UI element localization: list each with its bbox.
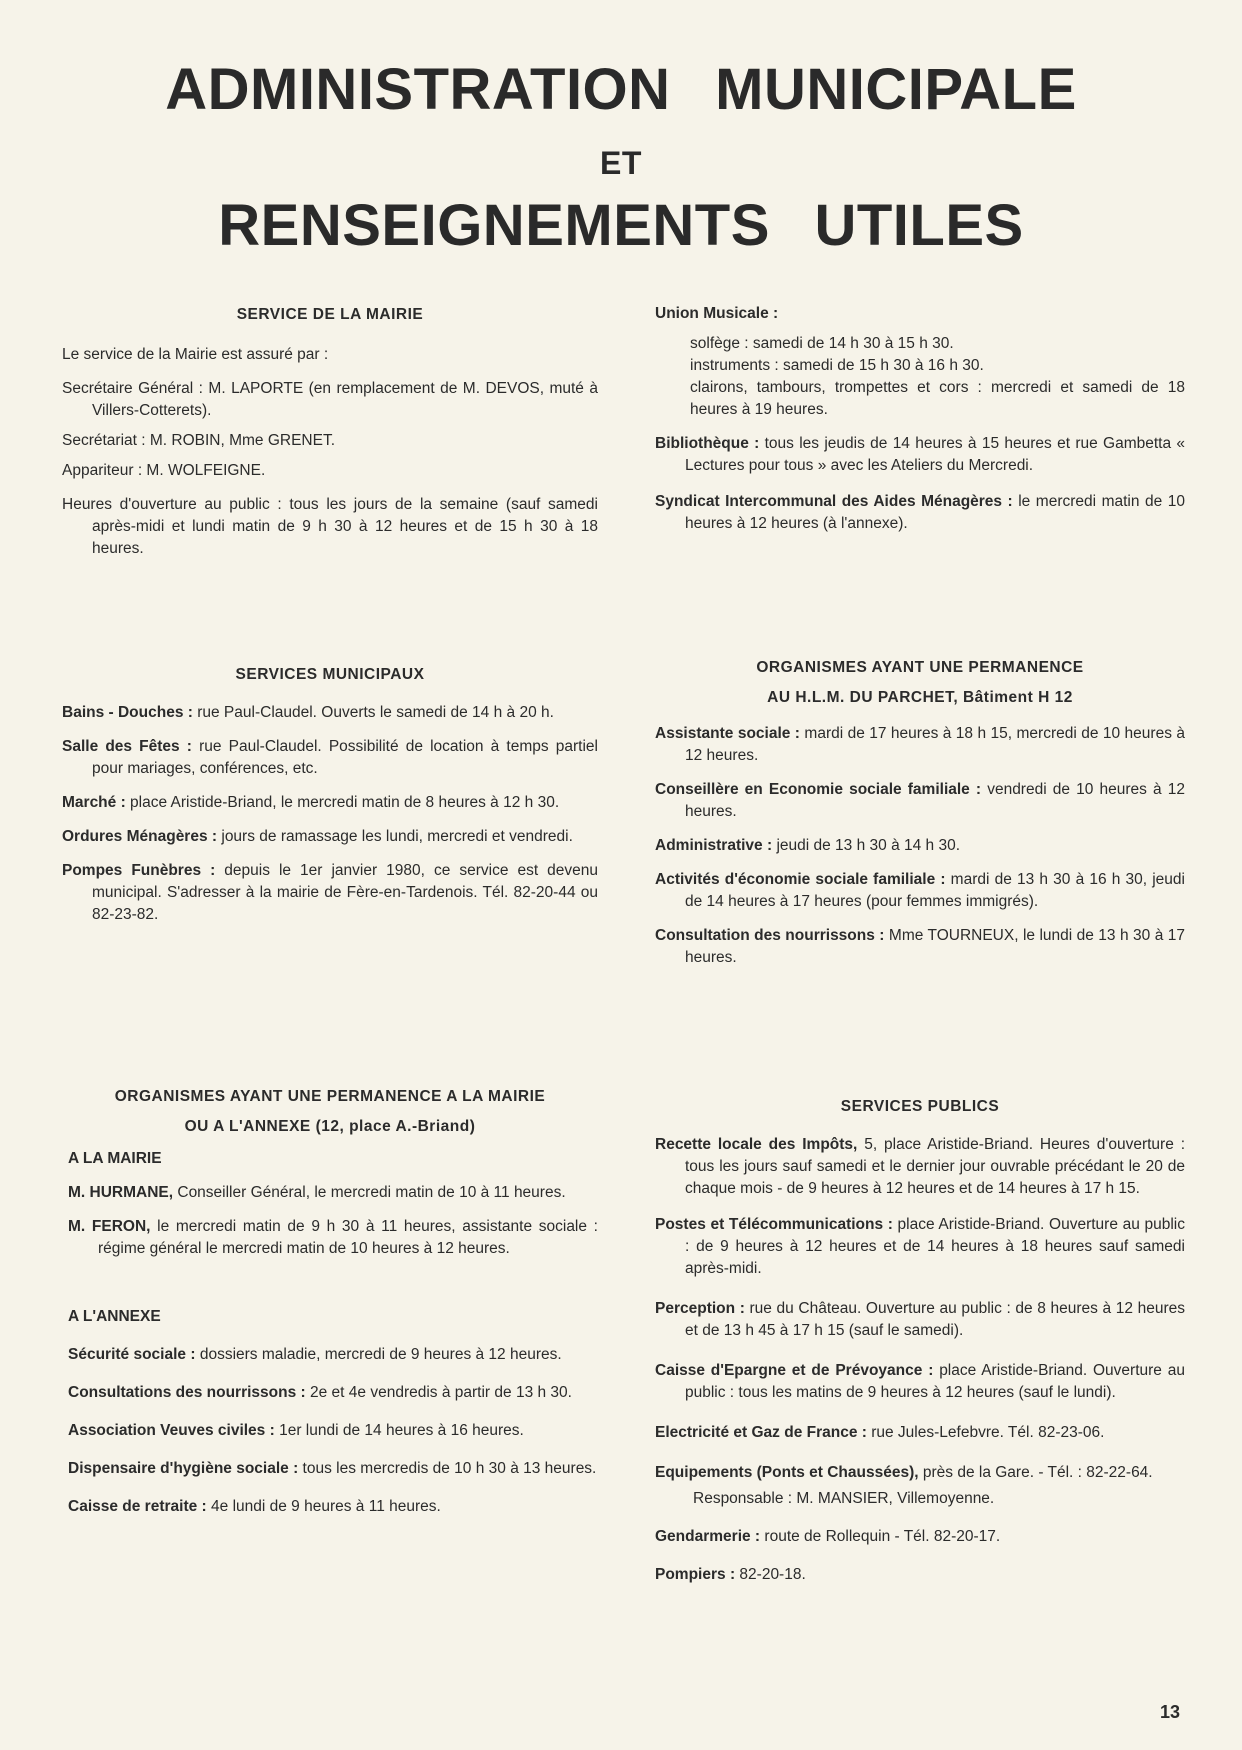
list-item [62,860,598,926]
item-label: Consultation des nourrissons : [655,927,885,944]
item-label: Ordures Ménagères : [62,828,218,845]
item-label: Electricité et Gaz de France : [655,1424,867,1441]
item-text: rue du Château. Ouverture au public : de 8 heures à 12 heures et de 13 h 45 à 17 h 15 (sauf le samedi). [685,1300,1185,1339]
list-item [655,1462,1185,1484]
section-services-publics [655,1096,1185,1586]
union-instruments: instruments : samedi de 15 h 30 à 16 h 30. [690,357,984,374]
union-solfege: solfège : samedi de 14 h 30 à 15 h 30. [690,335,954,352]
item-text: rue Paul-Claudel. Possibilité de location à temps partiel pour mariages, conférences, etc. [92,738,598,777]
item-label: Perception : [655,1300,745,1317]
item-text: 4e lundi de 9 heures à 11 heures. [206,1498,441,1515]
item-text: Conseiller Général, le mercredi matin de 10 à 11 heures. [173,1184,566,1201]
bibliotheque-label: Bibliothèque : [655,435,760,452]
item-label: Conseillère en Economie sociale familiale : [655,781,982,798]
list-item [62,736,598,780]
item-text: route de Rollequin - Tél. 82-20-17. [760,1528,1001,1545]
item-label: Dispensaire d'hygiène sociale : [68,1460,299,1477]
list-item [655,723,1185,767]
list-item [655,1360,1185,1404]
item-label: Salle des Fêtes : [62,738,192,755]
section-subheading: AU H.L.M. DU PARCHET, Bâtiment H 12 [767,689,1073,706]
item-label: Association Veuves civiles : [68,1422,275,1439]
item-text: jeudi de 13 h 30 à 14 h 30. [772,837,961,854]
item-text: rue Jules-Lefebvre. Tél. 82-23-06. [866,1424,1105,1441]
sub-heading-a-l-annexe: A L'ANNEXE [68,1308,161,1325]
title-line-2: ET [600,145,642,181]
section-organismes-mairie [62,1086,598,1518]
syndicat-text: le mercredi matin de 10 heures à 12 heures (à l'annexe). [685,493,1185,532]
item-text: 82-20-18. [735,1566,806,1583]
mairie-secretaire-general: Secrétaire Général : M. LAPORTE (en remplacement de M. DEVOS, muté à Villers-Cotterets). [62,380,598,419]
item-label: M. FERON, [68,1218,151,1235]
list-item [68,1382,598,1404]
item-label: Postes et Télécommunications : [655,1216,893,1233]
item-label: Equipements (Ponts et Chaussées), [655,1464,919,1481]
gendarmerie [655,1526,1185,1548]
item-text: place Aristide-Briand, le mercredi matin de 8 heures à 12 h 30. [125,794,560,811]
item-text: 2e et 4e vendredis à partir de 13 h 30. [305,1384,572,1401]
list-item [655,925,1185,969]
item-text: place Aristide-Briand. Ouverture au public : tous les matins de 9 heures à 12 heures (sauf le lundi). [685,1362,1185,1401]
section-parchet [655,657,1185,969]
item-label: Caisse d'Epargne et de Prévoyance : [655,1362,934,1379]
item-label: Gendarmerie : [655,1528,761,1545]
item-text: mardi de 17 heures à 18 h 15, mercredi de 10 heures à 12 heures. [685,725,1185,764]
item-label: Assistante sociale : [655,725,800,742]
item-text: jours de ramassage les lundi, mercredi et vendredi. [217,828,573,845]
syndicat-label: Syndicat Intercommunal des Aides Ménagères : [655,493,1013,510]
item-text: vendredi de 10 heures à 12 heures. [685,781,1185,820]
list-item [655,1298,1185,1342]
syndicat [655,491,1185,535]
item-text: dossiers maladie, mercredi de 9 heures à 12 heures. [195,1346,562,1363]
list-item [68,1216,598,1260]
equipements-responsable: Responsable : M. MANSIER, Villemoyenne. [693,1490,995,1507]
bibliotheque [655,433,1185,477]
mairie-appariteur: Appariteur : M. WOLFEIGNE. [62,462,266,479]
section-heading: SERVICES MUNICIPAUX [235,666,425,683]
mairie-heures: Heures d'ouverture au public : tous les jours de la semaine (sauf samedi après-midi et lundi matin de 9 h 30 à 12 heures et de 15 h 30 à 18 heures. [62,496,598,557]
item-text: 5, place Aristide-Briand. Heures d'ouverture : tous les jours sauf samedi et le dernier jour ouvrable précédant le 20 de chaque mois - de 9 heures à 12 heures et de 14 heures à 17 h 15. [685,1136,1185,1197]
item-label: Pompes Funèbres : [62,862,216,879]
item-label: Administrative : [655,837,773,854]
item-label: Bains - Douches : [62,704,193,721]
item-text: Mme TOURNEUX, le lundi de 13 h 30 à 17 heures. [685,927,1186,966]
sub-heading-a-la-mairie: A LA MAIRIE [68,1150,162,1167]
list-item [655,869,1185,913]
title-line-1: ADMINISTRATION MUNICIPALE [165,57,1077,122]
list-item [655,779,1185,823]
item-text: près de la Gare. - Tél. : 82-22-64. [918,1464,1153,1481]
section-heading: ORGANISMES AYANT UNE PERMANENCE [756,659,1084,676]
section-heading: ORGANISMES AYANT UNE PERMANENCE A LA MAIRIE [114,1088,546,1105]
list-item [68,1182,598,1204]
mairie-secretariat: Secrétariat : M. ROBIN, Mme GRENET. [62,432,336,449]
section-services-municipaux [62,664,598,926]
section-subheading: OU A L'ANNEXE (12, place A.-Briand) [184,1118,476,1135]
list-item [655,835,1185,857]
item-text: depuis le 1er janvier 1980, ce service est devenu municipal. S'adresser à la mairie de Fère-en-Tardenois. Tél. 82-20-44 ou 82-23-82. [92,862,598,923]
item-text: rue Paul-Claudel. Ouverts le samedi de 14 h à 20 h. [192,704,554,721]
list-item [68,1420,598,1442]
list-item [62,792,598,814]
item-label: Recette locale des Impôts, [655,1136,858,1153]
item-label: Sécurité sociale : [68,1346,196,1363]
section-heading: SERVICES PUBLICS [840,1098,1000,1115]
union-heading: Union Musicale : [655,305,779,322]
union-clairons: clairons, tambours, trompettes et cors : mercredi et samedi de 18 heures à 19 heures. [690,379,1185,418]
list-item [655,1134,1185,1200]
item-text: le mercredi matin de 9 h 30 à 11 heures, assistante sociale : régime général le mercredi matin de 10 heures à 12 heures. [98,1218,598,1257]
item-text: 1er lundi de 14 heures à 16 heures. [274,1422,524,1439]
section-heading: SERVICE DE LA MAIRIE [236,306,424,323]
item-text: place Aristide-Briand. Ouverture au public : de 9 heures à 12 heures et de 14 heures à 18 heures sauf samedi après-midi. [685,1216,1185,1277]
list-item [68,1344,598,1366]
item-label: M. HURMANE, [68,1184,174,1201]
bibliotheque-text: tous les jeudis de 14 heures à 15 heures et rue Gambetta « Lectures pour tous » avec les Ateliers du Mercredi. [685,435,1186,474]
list-item [62,702,598,724]
item-label: Activités d'économie sociale familiale : [655,871,946,888]
item-label: Consultations des nourrissons : [68,1384,306,1401]
item-text: mardi de 13 h 30 à 16 h 30, jeudi de 14 heures à 17 heures (pour femmes immigrés). [685,871,1185,910]
title-line-3: RENSEIGNEMENTS UTILES [218,193,1024,258]
mairie-intro: Le service de la Mairie est assuré par : [62,346,329,363]
item-label: Pompiers : [655,1566,736,1583]
section-mairie [62,304,598,560]
list-item [655,1422,1185,1444]
page-number: 13 [1159,1702,1180,1722]
list-item [62,826,598,848]
section-union-musicale [655,303,1185,535]
item-label: Marché : [62,794,126,811]
pompiers [655,1564,1185,1586]
list-item [68,1496,598,1518]
list-item [68,1458,598,1480]
item-label: Caisse de retraite : [68,1498,207,1515]
item-text: tous les mercredis de 10 h 30 à 13 heures. [298,1460,597,1477]
list-item [655,1214,1185,1280]
